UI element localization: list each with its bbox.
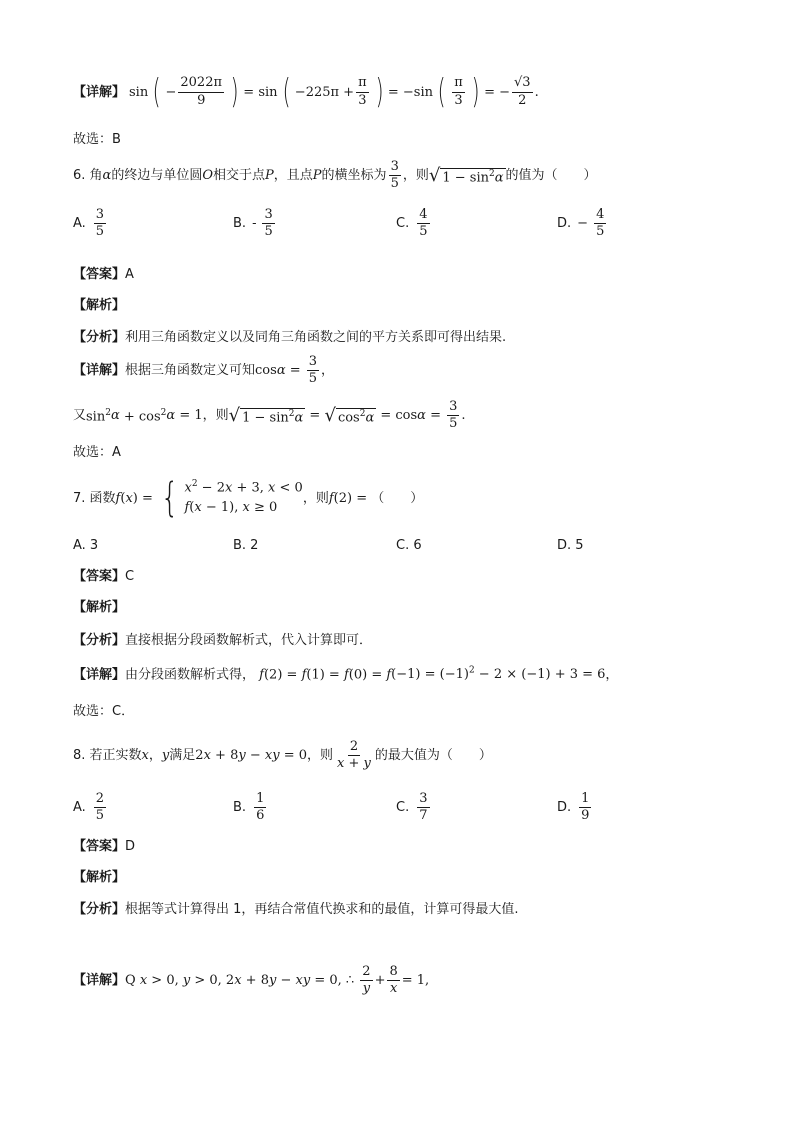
option-fraction: $\frac{3}{5}$ xyxy=(264,207,273,240)
q7-fenxi-line: 【分析】直接根据分段函数解析式，代入计算即可． xyxy=(73,633,373,648)
option-fraction: $\frac{3}{7}$ xyxy=(419,791,428,824)
option-label: C. xyxy=(396,216,410,232)
option-label: D. xyxy=(557,216,572,232)
option-label: C. xyxy=(396,800,410,816)
q7-analysis-tag: 【解析】 xyxy=(73,600,126,615)
q8-option-c xyxy=(396,792,432,824)
q6-stem: 6. 角 α 的终边与单位圆 O 相交于点 P ，且点 P 的横坐标为 $\frac{3}{5}$ ，则 √ $1 - \sin^2\alpha$ 的值为（ ） xyxy=(73,159,597,192)
option-fraction: $\frac{4}{5}$ xyxy=(419,207,428,240)
q5-result: 故选：B xyxy=(73,132,121,147)
option-label: A. xyxy=(73,216,86,232)
detail-tag: 【详解】 xyxy=(73,84,126,100)
q8-option-d xyxy=(557,792,593,824)
option-fraction: $\frac{1}{6}$ xyxy=(256,791,265,824)
q6-option-a xyxy=(73,208,108,240)
q6-option-c xyxy=(396,208,432,240)
option-fraction: $\frac{2}{5}$ xyxy=(95,791,105,824)
q7-answer-line: 【答案】C xyxy=(73,569,135,584)
option-label: D. xyxy=(557,800,572,816)
option-label: B. xyxy=(233,800,247,816)
q6-answer-line: 【答案】A xyxy=(73,267,134,282)
q6-detail-line-1: 【详解】 根据三角函数定义可知 cos α = $\frac{3}{5}$ ， xyxy=(73,354,335,387)
q8-fenxi-line: 【分析】根据等式计算得出 1，再结合常值代换求和的最值，计算可得最大值. xyxy=(73,902,519,917)
q7-result: 故选：C． xyxy=(73,704,135,719)
q7-option-d: D. 5 xyxy=(557,538,584,553)
q6-result: 故选：A xyxy=(73,445,121,460)
q8-detail-line: 【详解】 Q x > 0, y > 0, 2 x + 8 y − xy = 0, ∴ $\frac{2}{y}$ + $\frac{8}{x}$ = 1, xyxy=(73,964,430,997)
q6-detail-line-2: 又 $\sin^2$ α + $\cos^2$ α = 1 ，则 √ $1 - \sin^2\alpha$ = √ $\cos^2\alpha$ = cos α = $\frac{3}{5}$ . xyxy=(73,399,466,432)
q6-option-d xyxy=(557,208,608,240)
q5-detail-line: 【详解】 sin ( − $\frac{2022\pi}{9}$ ) = sin ( −225π + $\frac{\pi}{3}$ ) = −sin ( $\frac{\pi}{3}$ ) = − $\frac{√3}{2}$ . xyxy=(73,72,539,112)
q8-analysis-tag: 【解析】 xyxy=(73,870,126,885)
option-fraction: $\frac{4}{5}$ xyxy=(596,207,605,240)
option-label: B. xyxy=(233,216,247,232)
q8-option-a xyxy=(73,792,108,824)
option-fraction: $\frac{1}{9}$ xyxy=(581,791,590,824)
option-sign: - xyxy=(252,216,257,232)
option-label: A. xyxy=(73,800,86,816)
option-fraction: $\frac{3}{5}$ xyxy=(95,207,105,240)
q7-detail-line: 【详解】由分段函数解析式得， $f(2) = f(1) = f(0) = f(-1) = (-1)^2 - 2 \times (-1) + 3 = 6$， xyxy=(73,666,619,683)
q6-analysis-tag: 【解析】 xyxy=(73,298,126,313)
q8-answer-line: 【答案】D xyxy=(73,839,136,854)
option-sign: − xyxy=(577,216,589,232)
q7-stem: 7. 函数 f ( x ) = { $x^2 - 2x + 3$, x < 0 f(x − 1), x ≥ 0 ，则 f (2) = （ ） xyxy=(73,475,424,521)
q8-stem: 8. 若正实数 x ， y 满足 2 x + 8 y − xy = 0 ，则 $\frac{2}{x + y}$ 的最大值为（ ） xyxy=(73,739,492,772)
q8-option-b xyxy=(233,792,268,824)
q6-option-b xyxy=(233,208,277,240)
q6-fenxi-line: 【分析】利用三角函数定义以及同角三角函数之间的平方关系即可得出结果. xyxy=(73,330,507,345)
q7-option-a: A. 3 xyxy=(73,538,99,553)
q7-option-c: C. 6 xyxy=(396,538,422,553)
q7-option-b: B. 2 xyxy=(233,538,259,553)
